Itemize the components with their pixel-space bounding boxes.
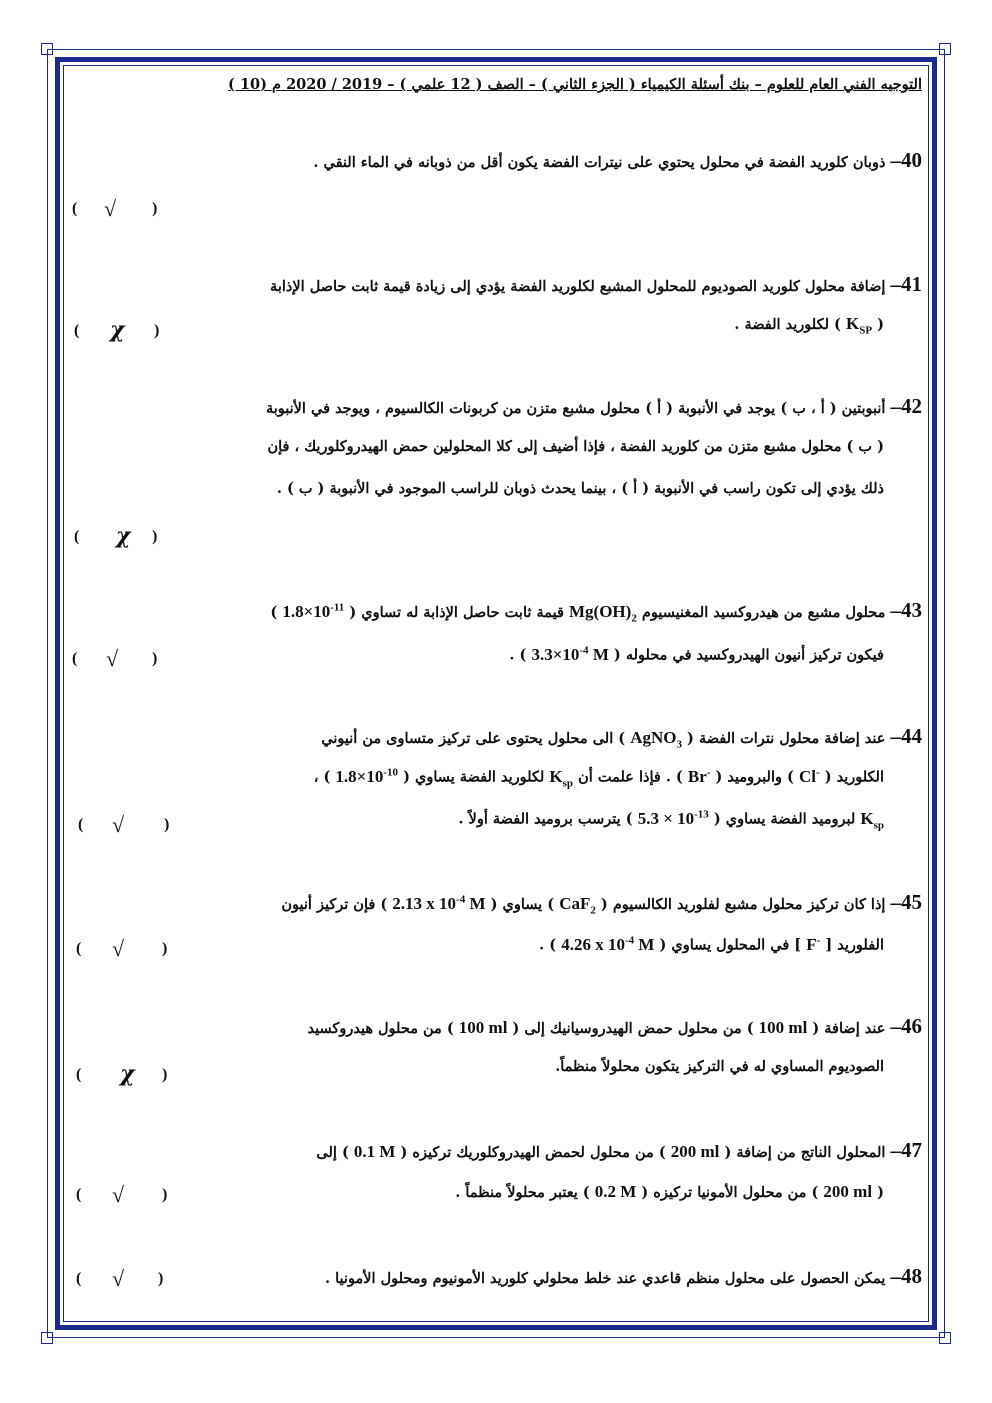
question-41: 41– إضافة محلول كلوريد الصوديوم للمحلول المشبع لكلوريد الفضة يؤدي إلى زيادة قيمة ثابت حاصل الإذابة — [270, 272, 922, 296]
page-header: التوجيه الفني العام للعلوم – بنك أسئلة الكيمياء ( الجزء الثاني ) – الصف ( 12 علمي ) – 2019 / 2020 م (10 ) — [228, 76, 922, 93]
answer-45: ( √ ) — [76, 936, 168, 961]
question-41-line-2: ( $K_{SP}$ ) لكلوريد الفضة . — [734, 314, 884, 337]
question-44-line-3: $K_{sp}$ لبروميد الفضة يساوي ( $5.3 \times 10^{-13}$ ) يترسب بروميد الفضة أولاً . — [458, 808, 884, 832]
cross-mark-icon: χ — [110, 317, 125, 343]
answer-40: ( √ ) — [72, 196, 158, 221]
question-44: 44– عند إضافة محلول نترات الفضة ( AgNO$_3$ ) الى محلول يحتوى على تركيز متساوى من أنيوني — [321, 724, 922, 751]
answer-44: ( √ ) — [78, 812, 170, 837]
question-47-line-2: ( 200 ml ) من محلول الأمونيا تركيزه ( 0.2 M ) يعتبر محلولاً منظماً . — [455, 1182, 884, 1201]
question-43: 43– محلول مشبع من هيدروكسيد المغنيسيوم $Mg(OH)_2$ قيمة ثابت حاصل الإذابة له تساوي ( $1.8\times 10^{-11}$ ) — [270, 598, 922, 625]
corner-ornament-top-left — [41, 43, 53, 55]
answer-42: ( χ ) — [74, 523, 158, 549]
hydroxide-concentration: $3.3\times 10^{-4}$ M — [531, 644, 609, 664]
question-number: 48 — [901, 1264, 922, 1288]
saturated-concentration: 2.13 x $10^{-4}$ M — [392, 893, 486, 913]
cross-mark-icon: χ — [116, 523, 131, 549]
formula-mg-oh2: $Mg(OH)_2$ — [568, 602, 637, 625]
volume-2: 200 ml — [823, 1182, 873, 1201]
question-number: 42 — [901, 394, 922, 418]
ksp-symbol: $K_{sp}$ — [860, 808, 884, 832]
question-45: 45– إذا كان تركيز محلول مشبع لفلوريد الكالسيوم ( CaF$_2$ ) يساوي ( 2.13 x $10^{-4}$ M ) فإن تركيز أنيون — [281, 890, 922, 917]
check-mark-icon: √ — [112, 936, 125, 961]
question-number: 47 — [901, 1138, 922, 1162]
question-48: 48– يمكن الحصول على محلول منظم قاعدي عند خلط محلولي كلوريد الأمونيوم ومحلول الأمونيا . — [325, 1264, 922, 1288]
question-number: 41 — [901, 272, 922, 296]
concentration-2: 0.2 M — [594, 1182, 637, 1201]
question-44-line-2: الكلوريد ( Cl- ) والبروميد ( Br- ) . فإذا علمت أن $K_{sp}$ لكلوريد الفضة يساوي ( $1.8\times 10^{-10}$ ) ، — [313, 766, 884, 790]
question-46-line-2: الصوديوم المساوي له في التركيز يتكون محلولاً منظماً. — [555, 1058, 884, 1075]
agcl-ksp-value: $1.8\times 10^{-10}$ — [335, 766, 399, 786]
question-number: 45 — [901, 890, 922, 914]
answer-47: ( √ ) — [76, 1182, 168, 1207]
question-42-line-3: ذلك يؤدي إلى تكون راسب في الأنبوبة ( أ ) ، بينما يحدث ذوبان للراسب الموجود في الأنبوبة ( ب ) . — [276, 480, 884, 497]
chloride-ion: Cl- — [798, 766, 820, 786]
corner-ornament-bottom-right — [939, 1332, 951, 1344]
answer-43: ( √ ) — [72, 646, 158, 671]
ksp-symbol: $K_{sp}$ — [549, 766, 574, 790]
check-mark-icon: √ — [106, 646, 119, 671]
concentration-1: 0.1 M — [353, 1142, 396, 1161]
check-mark-icon: √ — [112, 1266, 125, 1291]
check-mark-icon: √ — [104, 196, 117, 221]
answer-48: ( √ ) — [76, 1266, 164, 1291]
question-46: 46– عند إضافة ( 100 ml ) من محلول حمض الهيدروسيانيك إلى ( 100 ml ) من محلول هيدروكسيد — [307, 1014, 922, 1038]
page-border-inner — [63, 65, 929, 1322]
fluoride-ion: F- — [806, 934, 821, 954]
question-text: ذوبان كلوريد الفضة في محلول يحتوي على نيترات الفضة يكون أقل من ذوبانه في الماء النقي . — [313, 154, 886, 171]
question-number: 40 — [901, 148, 922, 172]
cross-mark-icon: χ — [120, 1061, 135, 1087]
answer-41: ( χ ) — [74, 317, 160, 343]
ksp-symbol: $K_{SP}$ — [845, 314, 873, 337]
formula-caf2: CaF$_2$ — [559, 894, 596, 917]
volume-1: 100 ml — [758, 1018, 808, 1037]
check-mark-icon: √ — [112, 1182, 125, 1207]
corner-ornament-top-right — [939, 43, 951, 55]
question-43-line-2: فيكون تركيز أنيون الهيدروكسيد في محلوله ( $3.3\times 10^{-4}$ M ) . — [509, 644, 884, 664]
question-number: 46 — [901, 1014, 922, 1038]
question-number: 43 — [901, 598, 922, 622]
question-number: 44 — [901, 724, 922, 748]
formula-agno3: AgNO$_3$ — [630, 728, 682, 751]
question-47: 47– المحلول الناتج من إضافة ( 200 ml ) من محلول لحمض الهيدروكلوريك تركيزه ( 0.1 M ) إلى — [316, 1138, 922, 1162]
volume-1: 200 ml — [670, 1142, 720, 1161]
check-mark-icon: √ — [112, 812, 125, 837]
bromide-ion: Br- — [687, 766, 711, 786]
corner-ornament-bottom-left — [41, 1332, 53, 1344]
question-45-line-2: الفلوريد [ F- ] في المحلول يساوي ( 4.26 x $10^{-4}$ M ) . — [539, 934, 884, 954]
volume-2: 100 ml — [458, 1018, 508, 1037]
fluoride-concentration: 4.26 x $10^{-4}$ M — [561, 934, 655, 954]
question-42: 42– أنبوبتين ( أ ، ب ) يوجد في الأنبوبة ( أ ) محلول مشبع متزن من كربونات الكالسيوم ، ويوجد في الأنبوبة — [265, 394, 922, 418]
question-40: 40– ذوبان كلوريد الفضة في محلول يحتوي على نيترات الفضة يكون أقل من ذوبانه في الماء النقي . — [313, 148, 922, 172]
question-42-line-2: ( ب ) محلول مشبع متزن من كلوريد الفضة ، فإذا أضيف إلى كلا المحلولين حمض الهيدروكلوريك ، فإن — [267, 438, 884, 455]
answer-46: ( χ ) — [76, 1061, 168, 1087]
ksp-value: $1.8\times 10^{-11}$ — [282, 601, 345, 621]
agbr-ksp-value: $5.3 \times 10^{-13}$ — [637, 808, 709, 828]
